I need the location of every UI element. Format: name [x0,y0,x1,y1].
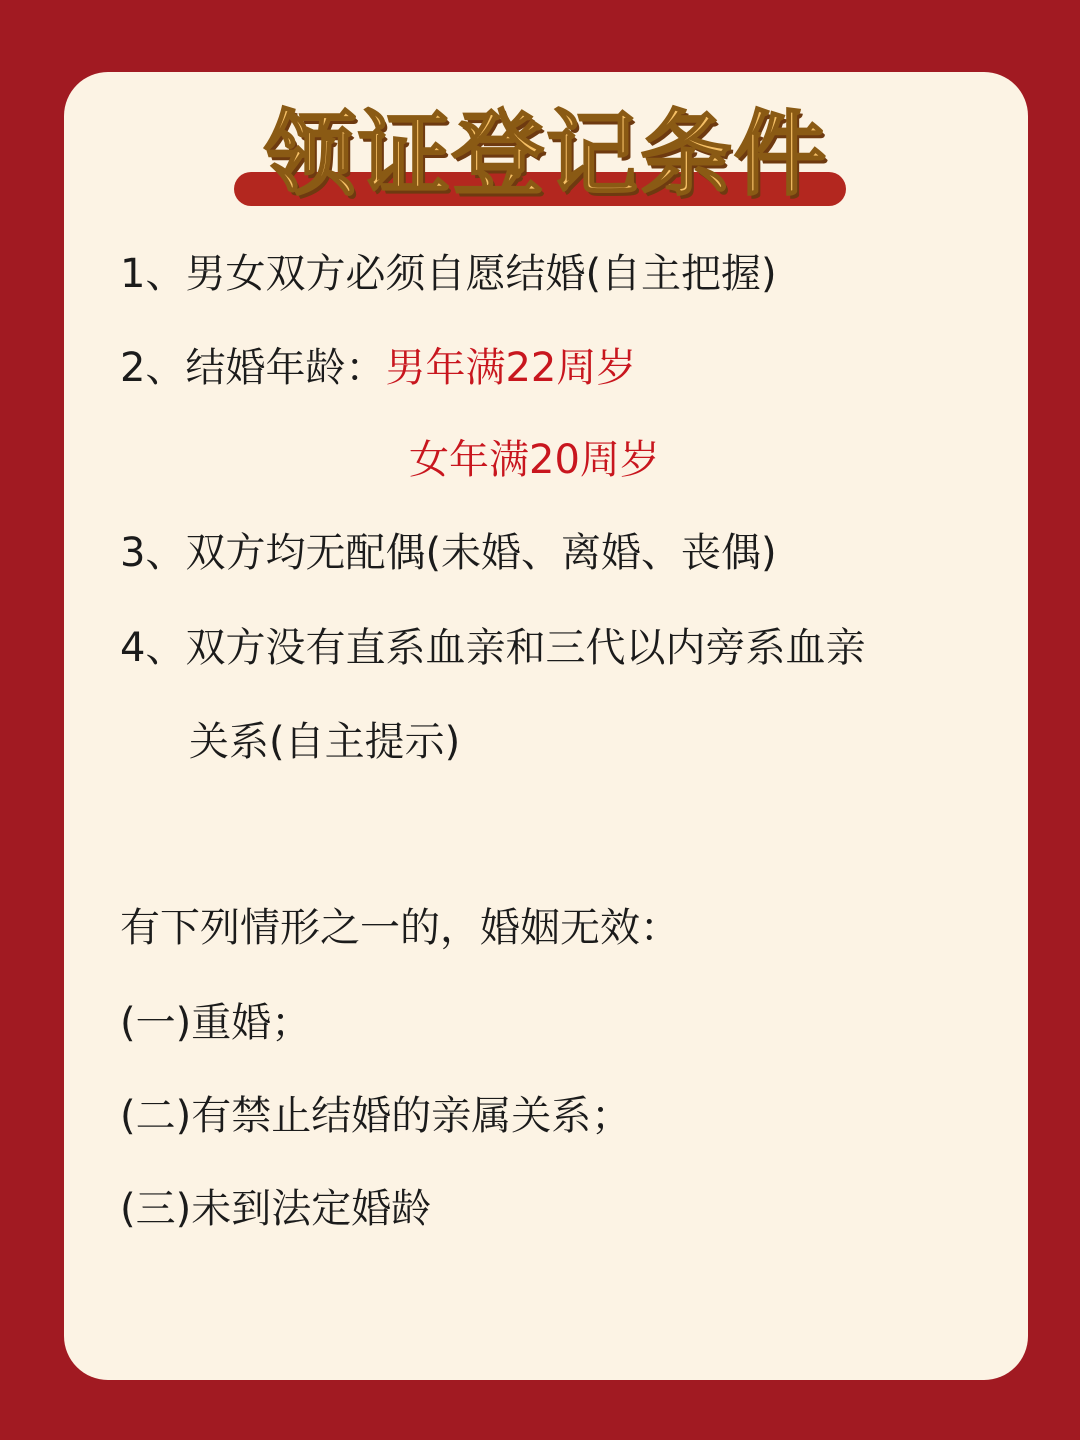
condition-1: 1、男女双方必须自愿结婚(自主把握) [120,251,777,297]
condition-2-female-age: 女年满20周岁 [409,437,660,483]
content-card [64,72,1028,1380]
condition-2-male-age: 男年满22周岁 [385,345,637,391]
invalid-item-2: (二)有禁止结婚的亲属关系； [120,1093,632,1139]
condition-3: 3、双方均无配偶(未婚、离婚、丧偶) [120,530,777,576]
page-title: 领证登记条件 [263,101,828,208]
condition-2 [120,343,636,393]
title-block [64,100,1028,220]
condition-4-line1: 4、双方没有直系血亲和三代以内旁系血亲 [120,625,866,671]
condition-4-line2: 关系(自主提示) [189,719,461,765]
invalid-item-1: (一)重婚； [120,1000,312,1046]
invalid-heading: 有下列情形之一的，婚姻无效： [120,905,680,951]
condition-2-label: 2、结婚年龄： [120,345,386,391]
invalid-item-3: (三)未到法定婚龄 [120,1186,432,1232]
